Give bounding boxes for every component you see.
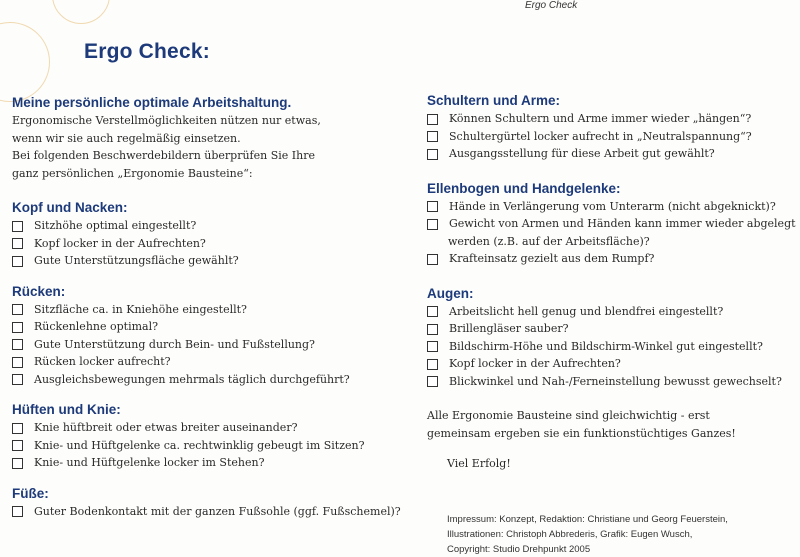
checklist-item [427, 198, 797, 216]
credits-line: Impressum: Konzept, Redaktion: Christiane und Georg Feuerstein, [447, 514, 728, 525]
checklist-item-text: Knie- und Hüftgelenke locker im Stehen? [34, 456, 265, 469]
intro-line: Ergonomische Verstellmöglichkeiten nützen nur etwas, [12, 114, 321, 127]
checklist-item [12, 252, 407, 270]
checklist-item [427, 215, 797, 250]
closing-line: Alle Ergonomie Bausteine sind gleichwichtig - erst [427, 409, 710, 422]
checklist-item-continuation: werden (z.B. auf der Arbeitsfläche)? [448, 234, 650, 248]
checklist-item-text: Kopf locker in der Aufrechten? [34, 236, 206, 250]
checklist-item-text: Ausgleichsbewegungen mehrmals täglich durchgeführt? [34, 372, 350, 386]
section-heading: Füße: [12, 485, 49, 501]
decorative-circle [52, 0, 110, 24]
running-head: Ergo Check [525, 0, 578, 11]
decorative-circle [0, 22, 50, 102]
checkbox[interactable] [427, 324, 438, 335]
checklist-item [12, 419, 407, 437]
closing-line: gemeinsam ergeben sie ein funktionstüchtiges Ganzes! [427, 426, 736, 440]
checklist-item-text: Können Schultern und Arme immer wieder „hängen“? [449, 112, 752, 125]
checkbox[interactable] [12, 322, 23, 333]
left-sections [12, 199, 407, 520]
checklist-item-text: Bildschirm-Höhe und Bildschirm-Winkel gut eingestellt? [449, 339, 763, 353]
checklist-section [427, 285, 797, 391]
credits [447, 512, 797, 557]
checkbox[interactable] [12, 506, 23, 517]
checklist [12, 503, 407, 521]
farewell: Viel Erfolg! [447, 457, 511, 470]
credits-line: Copyright: Studio Drehpunkt 2005 [447, 544, 591, 555]
checklist-item-text: Rückenlehne optimal? [34, 320, 158, 333]
section-heading: Schultern und Arme: [427, 93, 561, 108]
checklist-item [12, 371, 407, 389]
checkbox[interactable] [427, 359, 438, 370]
checkbox[interactable] [12, 339, 23, 350]
checklist-item [12, 437, 407, 455]
checklist-section [427, 92, 797, 163]
checklist-section [12, 283, 407, 389]
checkbox[interactable] [12, 440, 23, 451]
checklist [12, 301, 407, 389]
checklist-item [12, 301, 407, 319]
checklist [12, 217, 407, 270]
checklist-item-text: Arbeitslicht hell genug und blendfrei eingestellt? [449, 304, 724, 318]
checklist-item-text: Sitzfläche ca. in Kniehöhe eingestellt? [34, 302, 247, 316]
checklist-item [427, 320, 797, 338]
checklist-item-text: Knie- und Hüftgelenke ca. rechtwinklig gebeugt im Sitzen? [34, 438, 365, 452]
checklist-item-text: Knie hüftbreit oder etwas breiter auseinander? [34, 421, 298, 434]
checklist-item [12, 454, 407, 472]
checklist [427, 303, 797, 391]
left-column [12, 94, 407, 520]
checkbox[interactable] [427, 254, 438, 265]
checkbox[interactable] [12, 238, 23, 249]
checklist-section [12, 401, 407, 472]
checkbox[interactable] [427, 341, 438, 352]
checklist-item [427, 303, 797, 321]
checklist-item-text: Gute Unterstützungsfläche gewählt? [34, 254, 239, 267]
right-sections [427, 92, 797, 390]
credits-line: Illustrationen: Christoph Abbrederis, Grafik: Eugen Wusch, [447, 529, 693, 540]
checkbox[interactable] [427, 149, 438, 160]
checklist-item-text: Schultergürtel locker aufrecht in „Neutralspannung“? [449, 129, 752, 143]
checklist [427, 198, 797, 268]
page-title: Ergo Check: [84, 40, 210, 63]
checkbox[interactable] [12, 256, 23, 267]
checklist [12, 419, 407, 472]
intro-heading: Meine persönliche optimale Arbeitshaltung. [12, 95, 292, 110]
section-heading: Kopf und Nacken: [12, 200, 128, 215]
checklist-item [12, 353, 407, 371]
checklist-section [12, 199, 407, 270]
section-heading: Ellenbogen und Handgelenke: [427, 180, 621, 196]
checklist-item-text: Gute Unterstützung durch Bein- und Fußstellung? [34, 337, 315, 351]
section-heading: Rücken: [12, 283, 66, 299]
checkbox[interactable] [12, 374, 23, 385]
checklist-item-text: Sitzhöhe optimal eingestellt? [34, 219, 197, 232]
checklist-item [12, 318, 407, 336]
checklist-item-text: Kopf locker in der Aufrechten? [449, 357, 621, 370]
checklist-item [427, 110, 797, 128]
intro-line: ganz persönlichen „Ergonomie Bausteine“: [12, 166, 253, 180]
checklist-item-text: Rücken locker aufrecht? [34, 355, 171, 368]
right-column [427, 92, 797, 473]
section-heading: Hüften und Knie: [12, 402, 121, 417]
intro-line: wenn wir sie auch regelmäßig einsetzen. [12, 131, 241, 145]
checklist-item-text: Guter Bodenkontakt mit der ganzen Fußsohle (ggf. Fußschemel)? [34, 504, 401, 518]
checklist-item [427, 250, 797, 268]
intro-line: Bei folgenden Beschwerdebildern überprüfen Sie Ihre [12, 149, 315, 162]
checkbox[interactable] [427, 201, 438, 212]
checkbox[interactable] [427, 376, 438, 387]
checklist-section [12, 485, 407, 521]
checklist-item [427, 338, 797, 356]
checklist [427, 110, 797, 163]
checklist-item-text: Krafteinsatz gezielt aus dem Rumpf? [449, 252, 655, 265]
checklist-section [427, 180, 797, 268]
checklist-item-text: Brillengläser sauber? [449, 322, 569, 335]
checkbox[interactable] [427, 306, 438, 317]
section-heading: Augen: [427, 285, 474, 301]
checkbox[interactable] [427, 131, 438, 142]
checklist-item [427, 355, 797, 373]
checklist-item [427, 145, 797, 163]
checklist-item [12, 336, 407, 354]
checklist-item-text: Ausgangsstellung für diese Arbeit gut gewählt? [449, 147, 715, 160]
checklist-item [12, 503, 407, 521]
checklist-item [12, 217, 407, 235]
checkbox[interactable] [12, 221, 23, 232]
checklist-item [427, 128, 797, 146]
checkbox[interactable] [12, 423, 23, 434]
checkbox[interactable] [12, 304, 23, 315]
checklist-item [427, 373, 797, 391]
checklist-item-text: Gewicht von Armen und Händen kann immer wieder abgelegt [449, 217, 796, 230]
checkbox[interactable] [427, 114, 438, 125]
checkbox[interactable] [427, 219, 438, 230]
checkbox[interactable] [12, 357, 23, 368]
checklist-item-text: Blickwinkel und Nah-/Ferneinstellung bewusst gewechselt? [449, 374, 782, 388]
checkbox[interactable] [12, 458, 23, 469]
checklist-item-text: Hände in Verlängerung vom Unterarm (nicht abgeknickt)? [449, 199, 776, 213]
checklist-item [12, 235, 407, 253]
